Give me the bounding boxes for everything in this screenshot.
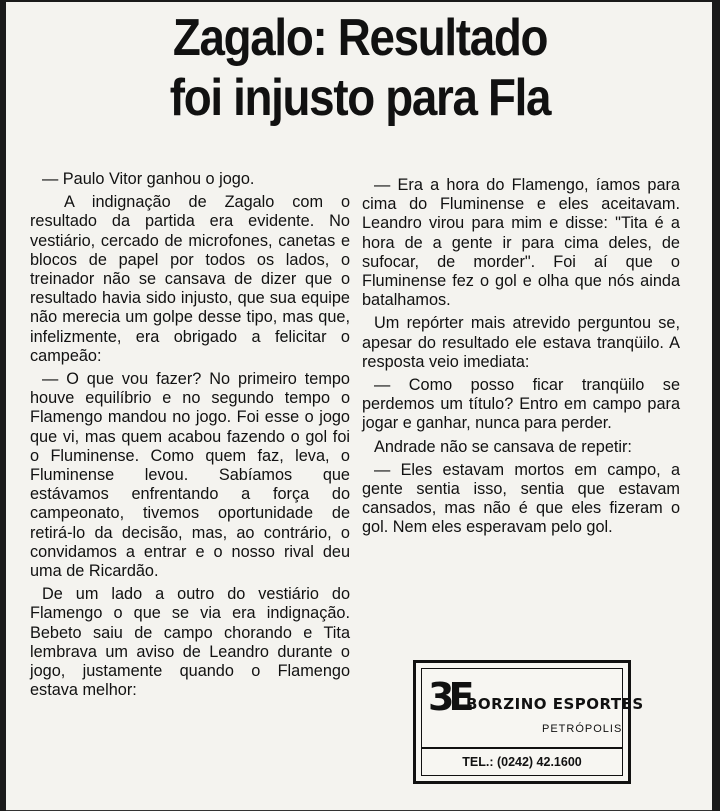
- headline-line-1: Zagalo: Resultado: [172, 9, 548, 67]
- paragraph: — O que vou fazer? No primeiro tempo houve equilíbrio e no segundo tempo o Flamengo mandou no jogo. Foi esse o jogo que vi, mas quem acabou fazendo o gol foi o Fluminense. Como quem faz, leva, o Fluminense levou. Sabíamos que estávamos enfrentando a força do campeonato, tivemos oportunidade de retirá-lo da decisão, mas, ao contrário, o convidamos a entrar e o nosso rival deu uma de Ricardão.: [30, 370, 350, 581]
- headline: [52, 8, 668, 128]
- paragraph: A indignação de Zagalo com o resultado da partida era evidente. No vestiário, cercado de microfones, canetas e blocos de papel por todos os lados, o treinador não se cansava de dizer que o resultado havia sido injusto, que sua equipe não merecia um golpe desse tipo, mas que, infelizmente, era obrigado a felicitar o campeão:: [30, 193, 350, 365]
- ad-divider: [422, 747, 622, 749]
- left-column: [30, 170, 350, 704]
- ad-border: [421, 668, 644, 776]
- paragraph: — Paulo Vitor ganhou o jogo.: [42, 170, 255, 188]
- ad-city: PETRÓPOLIS: [542, 723, 623, 735]
- paragraph: — Como posso ficar tranqüilo se perdemos um título? Entro em campo para jogar e ganhar, nunca para perder.: [362, 376, 680, 433]
- paragraph: Andrade não se cansava de repetir:: [374, 437, 632, 456]
- advertisement: [413, 660, 644, 784]
- paragraph: — Era a hora do Flamengo, íamos para cima do Fluminense e eles aceitavam. Leandro virou para mim e disse: "Tita é a hora de a gente ir para cima deles, de sufocar, de morder". Foi aí que o Fluminense fez o gol e olha que nós ainda batalhamos.: [362, 176, 680, 310]
- ad-brand-name: BORZINO ESPORTES: [466, 695, 644, 713]
- ad-telephone: TEL.: (0242) 42.1600: [462, 755, 582, 769]
- paragraph: Um repórter mais atrevido perguntou se, apesar do resultado ele estava tranqüilo. A resposta veio imediata:: [362, 314, 680, 371]
- paragraph: De um lado a outro do vestiário do Flamengo o que se via era indignação. Bebeto saiu de campo chorando e Tita lembrava um aviso de Leandro durante o jogo, justamente quando o Flamengo estava melhor:: [30, 585, 350, 700]
- logo-icon: 3E: [428, 675, 469, 719]
- paragraph: — Eles estavam mortos em campo, a gente sentia isso, sentia que estavam cansados, mas não é que eles fizeram o gol. Nem eles esperavam pelo gol.: [362, 460, 680, 537]
- headline-line-2: foi injusto para Fla: [169, 69, 551, 127]
- right-column: [362, 176, 680, 542]
